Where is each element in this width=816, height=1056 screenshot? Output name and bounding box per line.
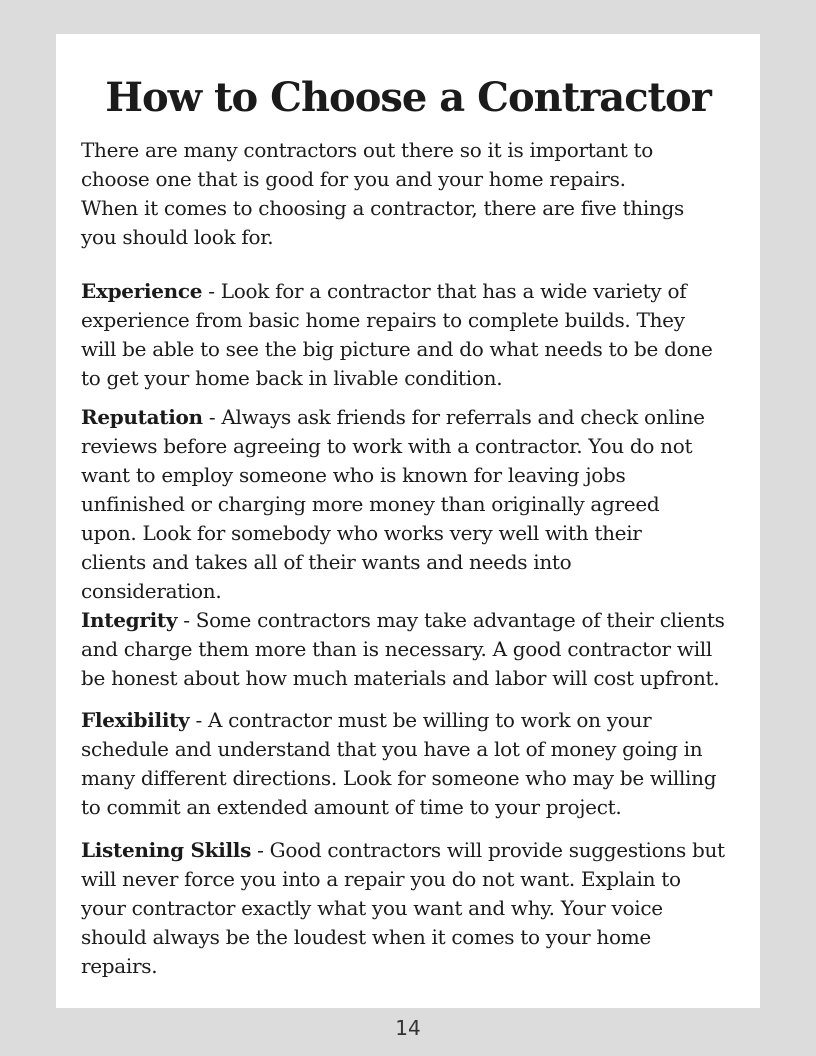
text-line [81,277,735,306]
section-text: - A contractor must be willing to work on your [195,708,652,732]
section-text: - Good contractors will provide suggestions but [257,838,725,862]
text-line: will never force you into a repair you do not want. Explain to [81,867,681,891]
section-text: - Look for a contractor that has a wide variety of [208,279,687,303]
text-line: want to employ someone who is known for leaving jobs [81,463,626,487]
intro-paragraph [81,136,735,252]
text-line: consideration. [81,579,222,603]
text-line: repairs. [81,954,158,978]
text-line [81,706,735,735]
section-reputation [81,403,735,606]
text-line: schedule and understand that you have a lot of money going in [81,737,703,761]
section-integrity [81,606,735,693]
text-line: to commit an extended amount of time to your project. [81,795,622,819]
document-title: How to Choose a Contractor [105,74,711,121]
section-term: Integrity [81,608,178,632]
text-line [81,606,735,635]
text-line: reviews before agreeing to work with a contractor. You do not [81,434,693,458]
text-line: be honest about how much materials and labor will cost upfront. [81,666,720,690]
section-experience [81,277,735,393]
text-line: should always be the loudest when it comes to your home [81,925,651,949]
text-line: and charge them more than is necessary. A good contractor will [81,637,712,661]
text-line: upon. Look for somebody who works very well with their [81,521,642,545]
text-line: experience from basic home repairs to complete builds. They [81,308,685,332]
text-line: clients and takes all of their wants and needs into [81,550,572,574]
section-term: Flexibility [81,708,190,732]
text-line: to get your home back in livable condition. [81,366,503,390]
section-listening-skills [81,836,735,981]
text-line: will be able to see the big picture and do what needs to be done [81,337,713,361]
document-sheet [56,34,760,1008]
page-number: 14 [395,1016,421,1040]
section-flexibility [81,706,735,822]
text-line: There are many contractors out there so it is important to [81,138,653,162]
text-line: When it comes to choosing a contractor, there are five things [81,196,684,220]
section-text: - Always ask friends for referrals and check online [208,405,705,429]
text-line [81,836,735,865]
text-line: many different directions. Look for someone who may be willing [81,766,717,790]
text-line: choose one that is good for you and your home repairs. [81,167,626,191]
section-term: Reputation [81,405,203,429]
text-line: unfinished or charging more money than originally agreed [81,492,660,516]
section-term: Listening Skills [81,838,252,862]
section-term: Experience [81,279,203,303]
text-line: your contractor exactly what you want and why. Your voice [81,896,663,920]
section-text: - Some contractors may take advantage of their clients [183,608,725,632]
text-line [81,403,735,432]
text-line: you should look for. [81,225,274,249]
